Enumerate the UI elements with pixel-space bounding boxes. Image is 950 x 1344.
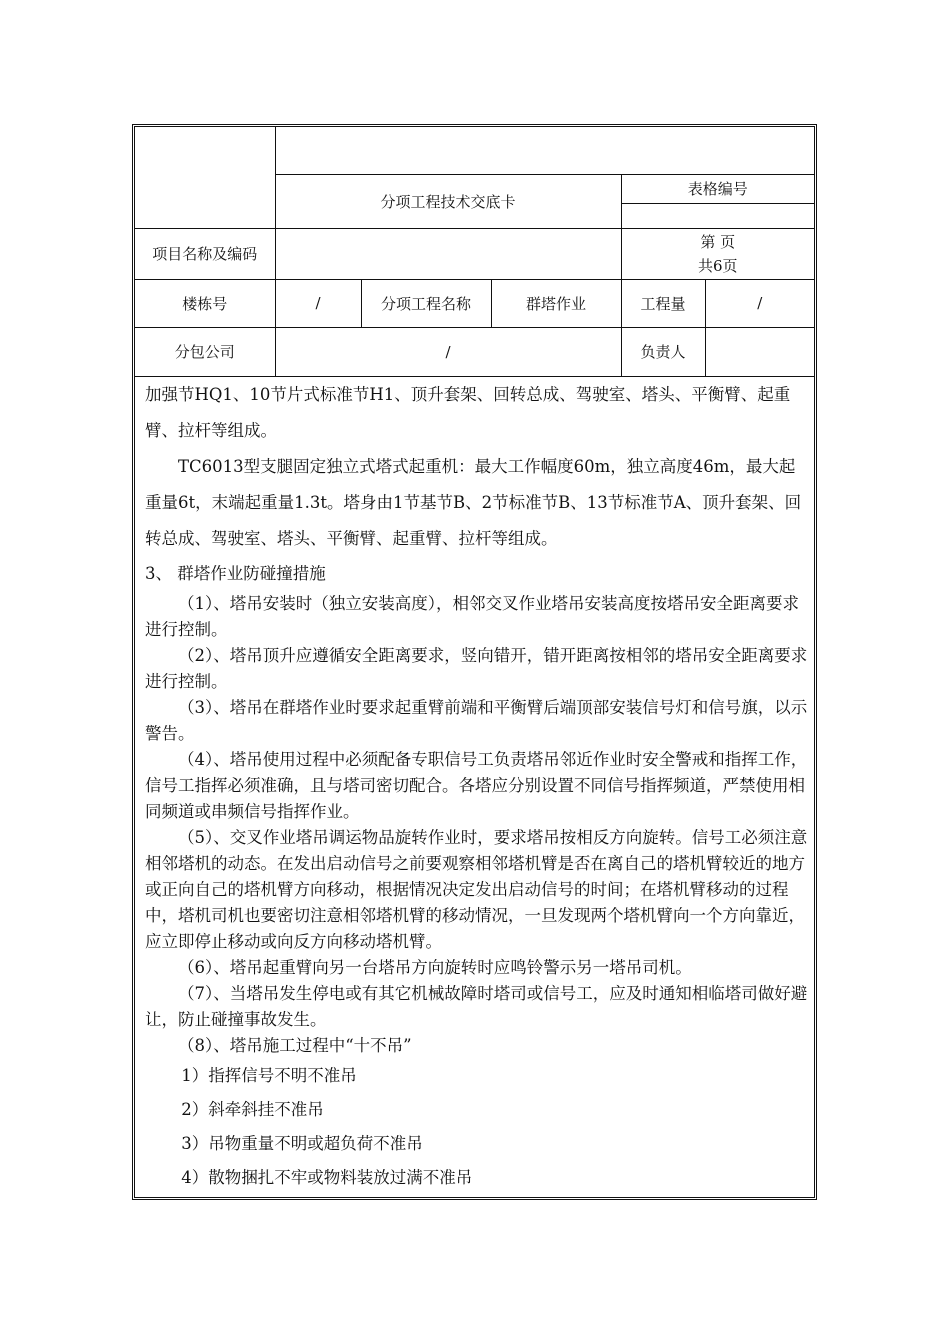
- header-table: [135, 127, 814, 377]
- measure-1: （1）、塔吊安装时（独立安装高度），相邻交叉作业塔吊安装高度按塔吊安全距离要求进行控制。: [145, 594, 799, 639]
- list-item: 4）散物捆扎不牢或物料装放过满不准吊: [181, 1168, 473, 1187]
- page-info: [621, 228, 814, 279]
- company-cell: [275, 127, 814, 174]
- project-value: [275, 228, 621, 279]
- measure-8: （8）、塔吊施工过程中“十不吊”: [178, 1036, 412, 1055]
- card-title: 分项工程技术交底卡: [275, 174, 621, 228]
- page-total: 共6页: [697, 256, 738, 275]
- building-value: /: [275, 279, 361, 327]
- measure-2: （2）、塔吊顶升应遵循安全距离要求，竖向错开，错开距离按相邻的塔吊安全距离要求进行控制。: [145, 646, 808, 691]
- logo-cell: [135, 127, 275, 228]
- quantity-label: 工程量: [621, 279, 705, 327]
- disclosure-card-frame: [132, 124, 817, 1200]
- manager-label: 负责人: [621, 327, 705, 376]
- subcontractor-label: 分包公司: [135, 327, 275, 376]
- disclosure-body: [145, 377, 811, 1195]
- intro-paragraph: 加强节HQ1、10节片式标准节H1、顶升套架、回转总成、驾驶室、塔头、平衡臂、起重臂、拉杆等组成。: [145, 385, 791, 440]
- measure-3: （3）、塔吊在群塔作业时要求起重臂前端和平衡臂后端顶部安装信号灯和信号旗，以示警告。: [145, 698, 808, 743]
- manager-value: [705, 327, 814, 376]
- measure-5: （5）、交叉作业塔吊调运物品旋转作业时，要求塔吊按相反方向旋转。信号工必须注意相邻塔机的动态。在发出启动信号之前要观察相邻塔机臂是否在离自己的塔机臂较近的地方或正向自己的塔机臂方向移动，根据情况决定发出启动信号的时间；在塔机臂移动的过程中，塔机司机也要密切注意相邻塔机臂的移动情况，一旦发现两个塔机臂向一个方向靠近，应立即停止移动或向反方向移动塔机臂。: [145, 828, 808, 951]
- list-item: 2）斜牵斜挂不准吊: [181, 1100, 324, 1119]
- building-label: 楼栋号: [135, 279, 275, 327]
- measure-7: （7）、当塔吊发生停电或有其它机械故障时塔司或信号工，应及时通知相临塔司做好避让，防止碰撞事故发生。: [145, 984, 808, 1029]
- page-number: 第 页: [700, 232, 736, 251]
- measure-4: （4）、塔吊使用过程中必须配备专职信号工负责塔吊邻近作业时安全警戒和指挥工作，信号工指挥必须准确，且与塔司密切配合。各塔应分别设置不同信号指挥频道，严禁使用相同频道或串频信号指挥作业。: [145, 750, 808, 821]
- subcontractor-value: /: [275, 327, 621, 376]
- sub-project-label: 分项工程名称: [361, 279, 491, 327]
- sub-project-value: 群塔作业: [491, 279, 621, 327]
- quantity-value: /: [705, 279, 814, 327]
- form-number-cell: [621, 174, 814, 228]
- form-number-label: 表格编号: [687, 180, 748, 199]
- section-heading: 3、 群塔作业防碰撞措施: [145, 564, 326, 583]
- form-number-value: [622, 204, 815, 228]
- ten-no-lift-list: [145, 1059, 811, 1195]
- tc6013-paragraph: TC6013型支腿固定独立式塔式起重机：最大工作幅度60m，独立高度46m，最大起重量6t，末端起重量1.3t。塔身由1节基节B、2节标准节B、13节标准节A、顶升套架、回转总成、驾驶室、塔头、平衡臂、起重臂、拉杆等组成。: [145, 457, 802, 548]
- project-label: 项目名称及编码: [135, 228, 275, 279]
- list-item: 1）指挥信号不明不准吊: [181, 1066, 357, 1085]
- list-item: 3）吊物重量不明或超负荷不准吊: [181, 1134, 423, 1153]
- measure-6: （6）、塔吊起重臂向另一台塔吊方向旋转时应鸣铃警示另一塔吊司机。: [178, 958, 692, 977]
